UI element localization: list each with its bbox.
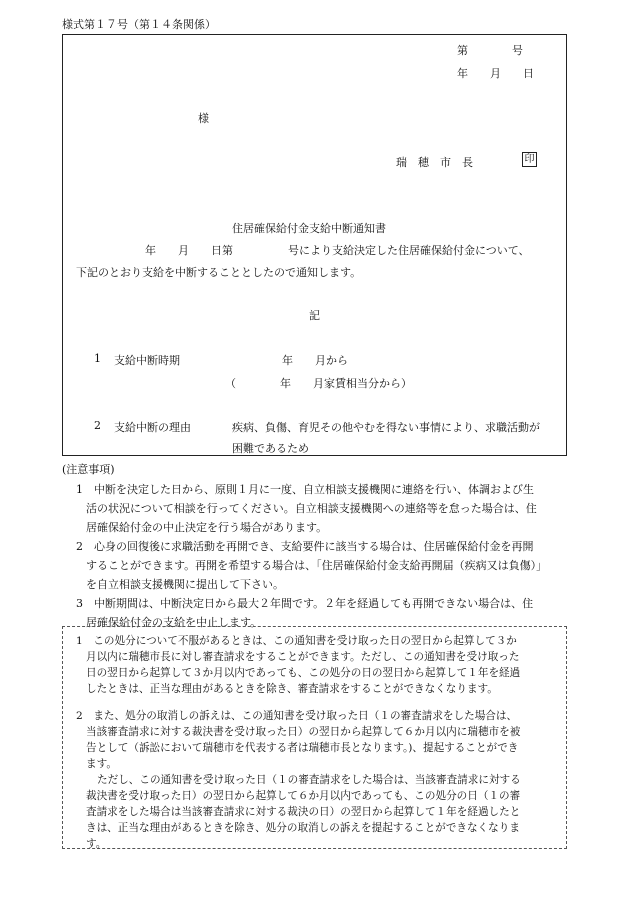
- note-line: を自立相談支援機関に提出して下さい。: [86, 578, 284, 591]
- appeal-line: きは、正当な理由があるときを除き、処分の取消しの訴えを提起することができなくなりま: [86, 822, 520, 834]
- item-2-label: 支給中断の理由: [114, 421, 191, 434]
- item-2-line-1: 疾病、負傷、育児その他やむを得ない事情により、求職活動が: [232, 421, 540, 434]
- note-line: 3 中断期間は、中断決定日から最大２年間です。２年を経過しても再開できない場合は、住: [76, 597, 534, 610]
- appeal-line: 当該審査請求に対する裁決書を受け取った日）の翌日から起算して６か月以内に瑞穂市を被: [86, 726, 521, 738]
- appeal-line: 告として（訴訟において瑞穂市を代表する者は瑞穂市長となります。)、提起することができ: [86, 742, 519, 754]
- note-line: 2 心身の回復後に求職活動を再開でき、支給要件に該当する場合は、住居確保給付金を再開: [76, 540, 534, 553]
- intro-line-1: 年 月 日第 号により支給決定した住居確保給付金について、: [145, 244, 530, 257]
- notes-heading: (注意事項): [62, 463, 115, 476]
- item-2-line-2: 困難であるため: [232, 442, 309, 455]
- appeal-line: 裁決書を受け取った日）の翌日から起算して６か月以内であっても、この処分の日（１の審: [86, 790, 521, 802]
- addressee-suffix: 様: [198, 112, 209, 125]
- appeal-line: ただし、この通知書を受け取った日（１の審査請求をした場合は、当該審査請求に対する: [97, 774, 521, 786]
- appeal-line: 査請求をした場合は当該審査請求に対する裁決の日）の翌日から起算して１年を経過したと: [86, 806, 521, 818]
- item-1-value: 年 月から: [282, 354, 348, 367]
- note-line: 居確保給付金の支給を中止します。: [86, 616, 262, 629]
- issuer-name: 瑞 穂 市 長: [396, 156, 473, 169]
- note-line: 活の状況について相談を行ってください。自立相談支援機関への連絡等を怠った場合は、住: [86, 502, 537, 515]
- appeal-line: 日の翌日から起算して３か月以内であっても、この処分の日の翌日から起算して１年を経過: [86, 667, 521, 679]
- item-2-number: 2: [94, 419, 101, 432]
- form-label: 様式第１７号（第１４条関係）: [62, 18, 216, 31]
- item-1-label: 支給中断時期: [114, 354, 180, 367]
- document-title: 住居確保給付金支給中断通知書: [232, 222, 386, 235]
- ki-marker: 記: [309, 309, 320, 322]
- appeal-line: 2 また、処分の取消しの訴えは、この通知書を受け取った日（１の審査請求をした場合は、: [76, 710, 518, 722]
- appeal-line: す。: [86, 838, 107, 850]
- item-1-number: 1: [94, 352, 101, 365]
- appeal-line: 月以内に瑞穂市長に対し審査請求をすることができます。ただし、この通知書を受け取った: [86, 651, 520, 663]
- appeal-line: ます。: [86, 758, 117, 770]
- note-line: 居確保給付金の中止決定を行う場合があります。: [86, 521, 328, 534]
- note-line: することができます。再開を希望する場合は、｢住居確保給付金支給再開届（疾病又は負傷）｣: [86, 559, 542, 572]
- note-line: 1 中断を決定した日から、原則１月に一度、自立相談支援機関に連絡を行い、体調および生: [76, 483, 534, 496]
- seal-mark: 印: [522, 152, 537, 167]
- item-1-sub: （ 年 月家賃相当分から）: [225, 377, 412, 390]
- appeal-line: 1 この処分について不服があるときは、この通知書を受け取った日の翌日から起算して３か: [76, 635, 517, 647]
- appeal-line: したときは、正当な理由があるときを除き、審査請求をすることができなくなります。: [86, 683, 498, 695]
- document-number: 第 号: [457, 44, 523, 57]
- intro-line-2: 下記のとおり支給を中断することとしたので通知します。: [76, 266, 362, 279]
- document-date: 年 月 日: [457, 67, 534, 80]
